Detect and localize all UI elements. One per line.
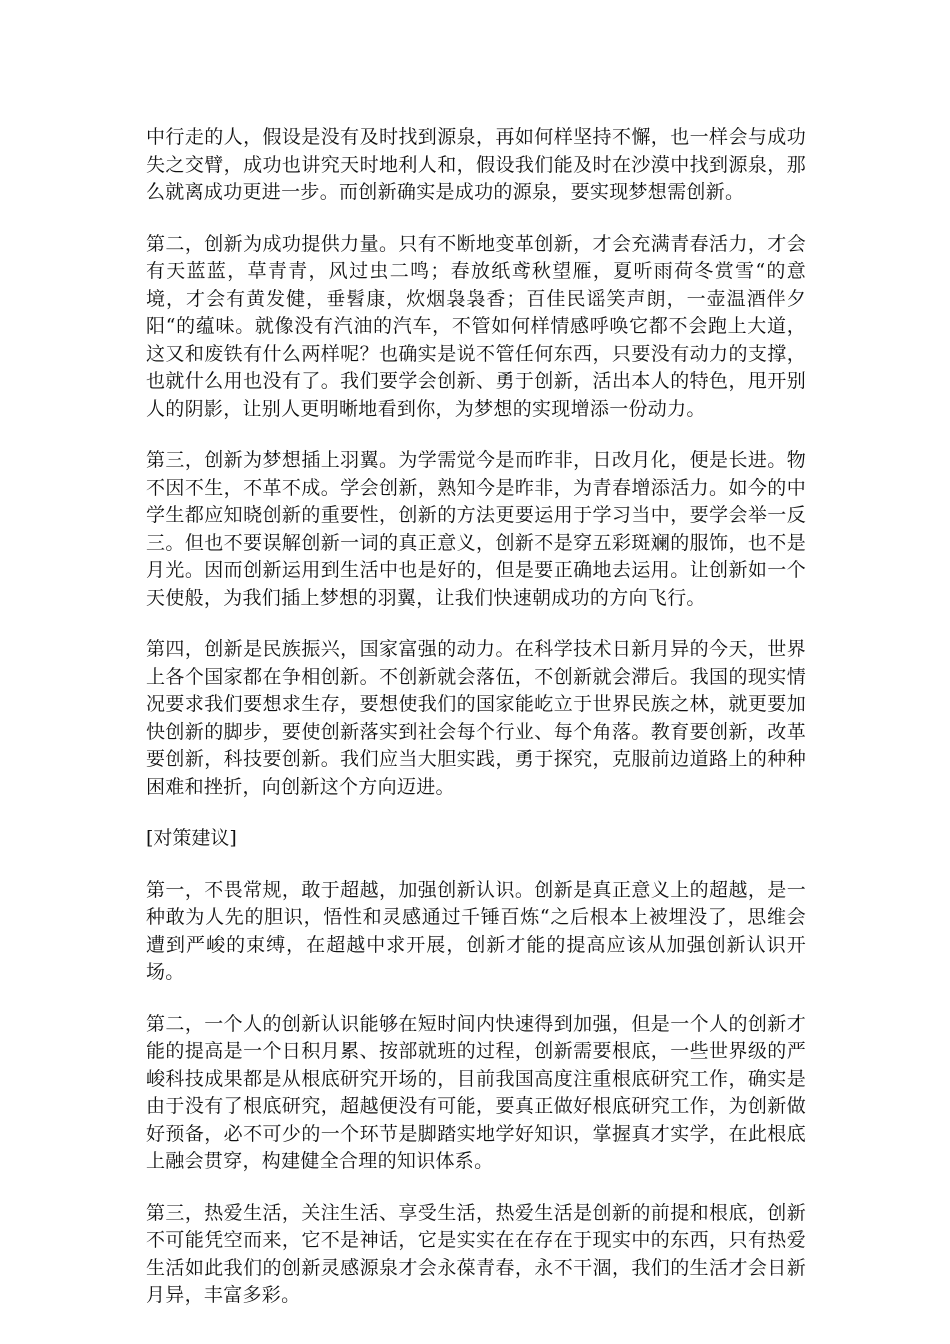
paragraph-point-three: 第三，创新为梦想插上羽翼。为学需觉今是而昨非，日改月化，便是长进。物不因不生，不革不成。学会创新，熟知今是昨非，为青春增添活力。如今的中学生都应知晓创新的重要性，创新的方法更要运用于学习当中，要学会举一反三。但也不要误解创新一词的真正意义，创新不是穿五彩斑斓的服饰，也不是月光。因而创新运用到生活中也是好的，但是要正确地去运用。让创新如一个天使般，为我们插上梦想的羽翼，让我们快速朝成功的方向飞行。 [146, 449, 806, 609]
document-page [146, 124, 806, 1334]
paragraph-point-four: 第四，创新是民族振兴，国家富强的动力。在科学技术日新月异的今天，世界上各个国家都在争相创新。不创新就会落伍，不创新就会滞后。我国的现实情况要求我们要想求生存，要想使我们的国家能屹立于世界民族之林，就更要加快创新的脚步，要使创新落实到社会每个行业、每个角落。教育要创新，改革要创新，科技要创新。我们应当大胆实践，勇于探究，克服前边道路上的种种困难和挫折，向创新这个方向迈进。 [146, 638, 806, 798]
paragraph-intro-continuation: 中行走的人，假设是没有及时找到源泉，再如何样坚持不懈，也一样会与成功失之交臂，成功也讲究天时地利人和，假设我们能及时在沙漠中找到源泉，那么就离成功更进一步。而创新确实是成功的源泉，要实现梦想需创新。 [146, 126, 806, 203]
paragraph-suggestion-one: 第一，不畏常规，敢于超越，加强创新认识。创新是真正意义上的超越，是一种敢为人先的胆识，悟性和灵感通过千锤百炼“之后根本上被埋没了，思维会遭到严峻的束缚，在超越中求开展，创新才能的提高应该从加强创新认识开场。 [146, 878, 806, 983]
paragraph-suggestion-two: 第二，一个人的创新认识能够在短时间内快速得到加强，但是一个人的创新才能的提高是一个日积月累、按部就班的过程，创新需要根底，一些世界级的严峻科技成果都是从根底研究开场的，目前我国高度注重根底研究工作，确实是由于没有了根底研究，超越便没有可能，要真正做好根底研究工作，为创新做好预备，必不可少的一个环节是脚踏实地学好知识，掌握真才实学，在此根底上融会贯穿，构建健全合理的知识体系。 [146, 1012, 806, 1172]
section-heading-suggestions: [对策建议] [146, 827, 237, 849]
paragraph-point-two: 第二，创新为成功提供力量。只有不断地变革创新，才会充满青春活力，才会有天蓝蓝，草青青，风过虫二鸣；春放纸鸢秋望雁，夏听雨荷冬赏雪“的意境，才会有黄发健，垂髫康，炊烟袅袅香；百佳民谣笑声朗，一壶温酒伴夕阳“的蕴味。就像没有汽油的汽车，不管如何样情感呼唤它都不会跑上大道，这又和废铁有什么两样呢？也确实是说不管任何东西，只要没有动力的支撑，也就什么用也没有了。我们要学会创新、勇于创新，活出本人的特色，甩开别人的阴影，让别人更明晰地看到你，为梦想的实现增添一份动力。 [146, 232, 806, 420]
paragraph-suggestion-three: 第三，热爱生活，关注生活、享受生活，热爱生活是创新的前提和根底，创新不可能凭空而来，它不是神话，它是实实在在存在于现实中的东西，只有热爱生活如此我们的创新灵感源泉才会永葆青春，永不干涸，我们的生活才会日新月异，丰富多彩。 [146, 1201, 806, 1306]
